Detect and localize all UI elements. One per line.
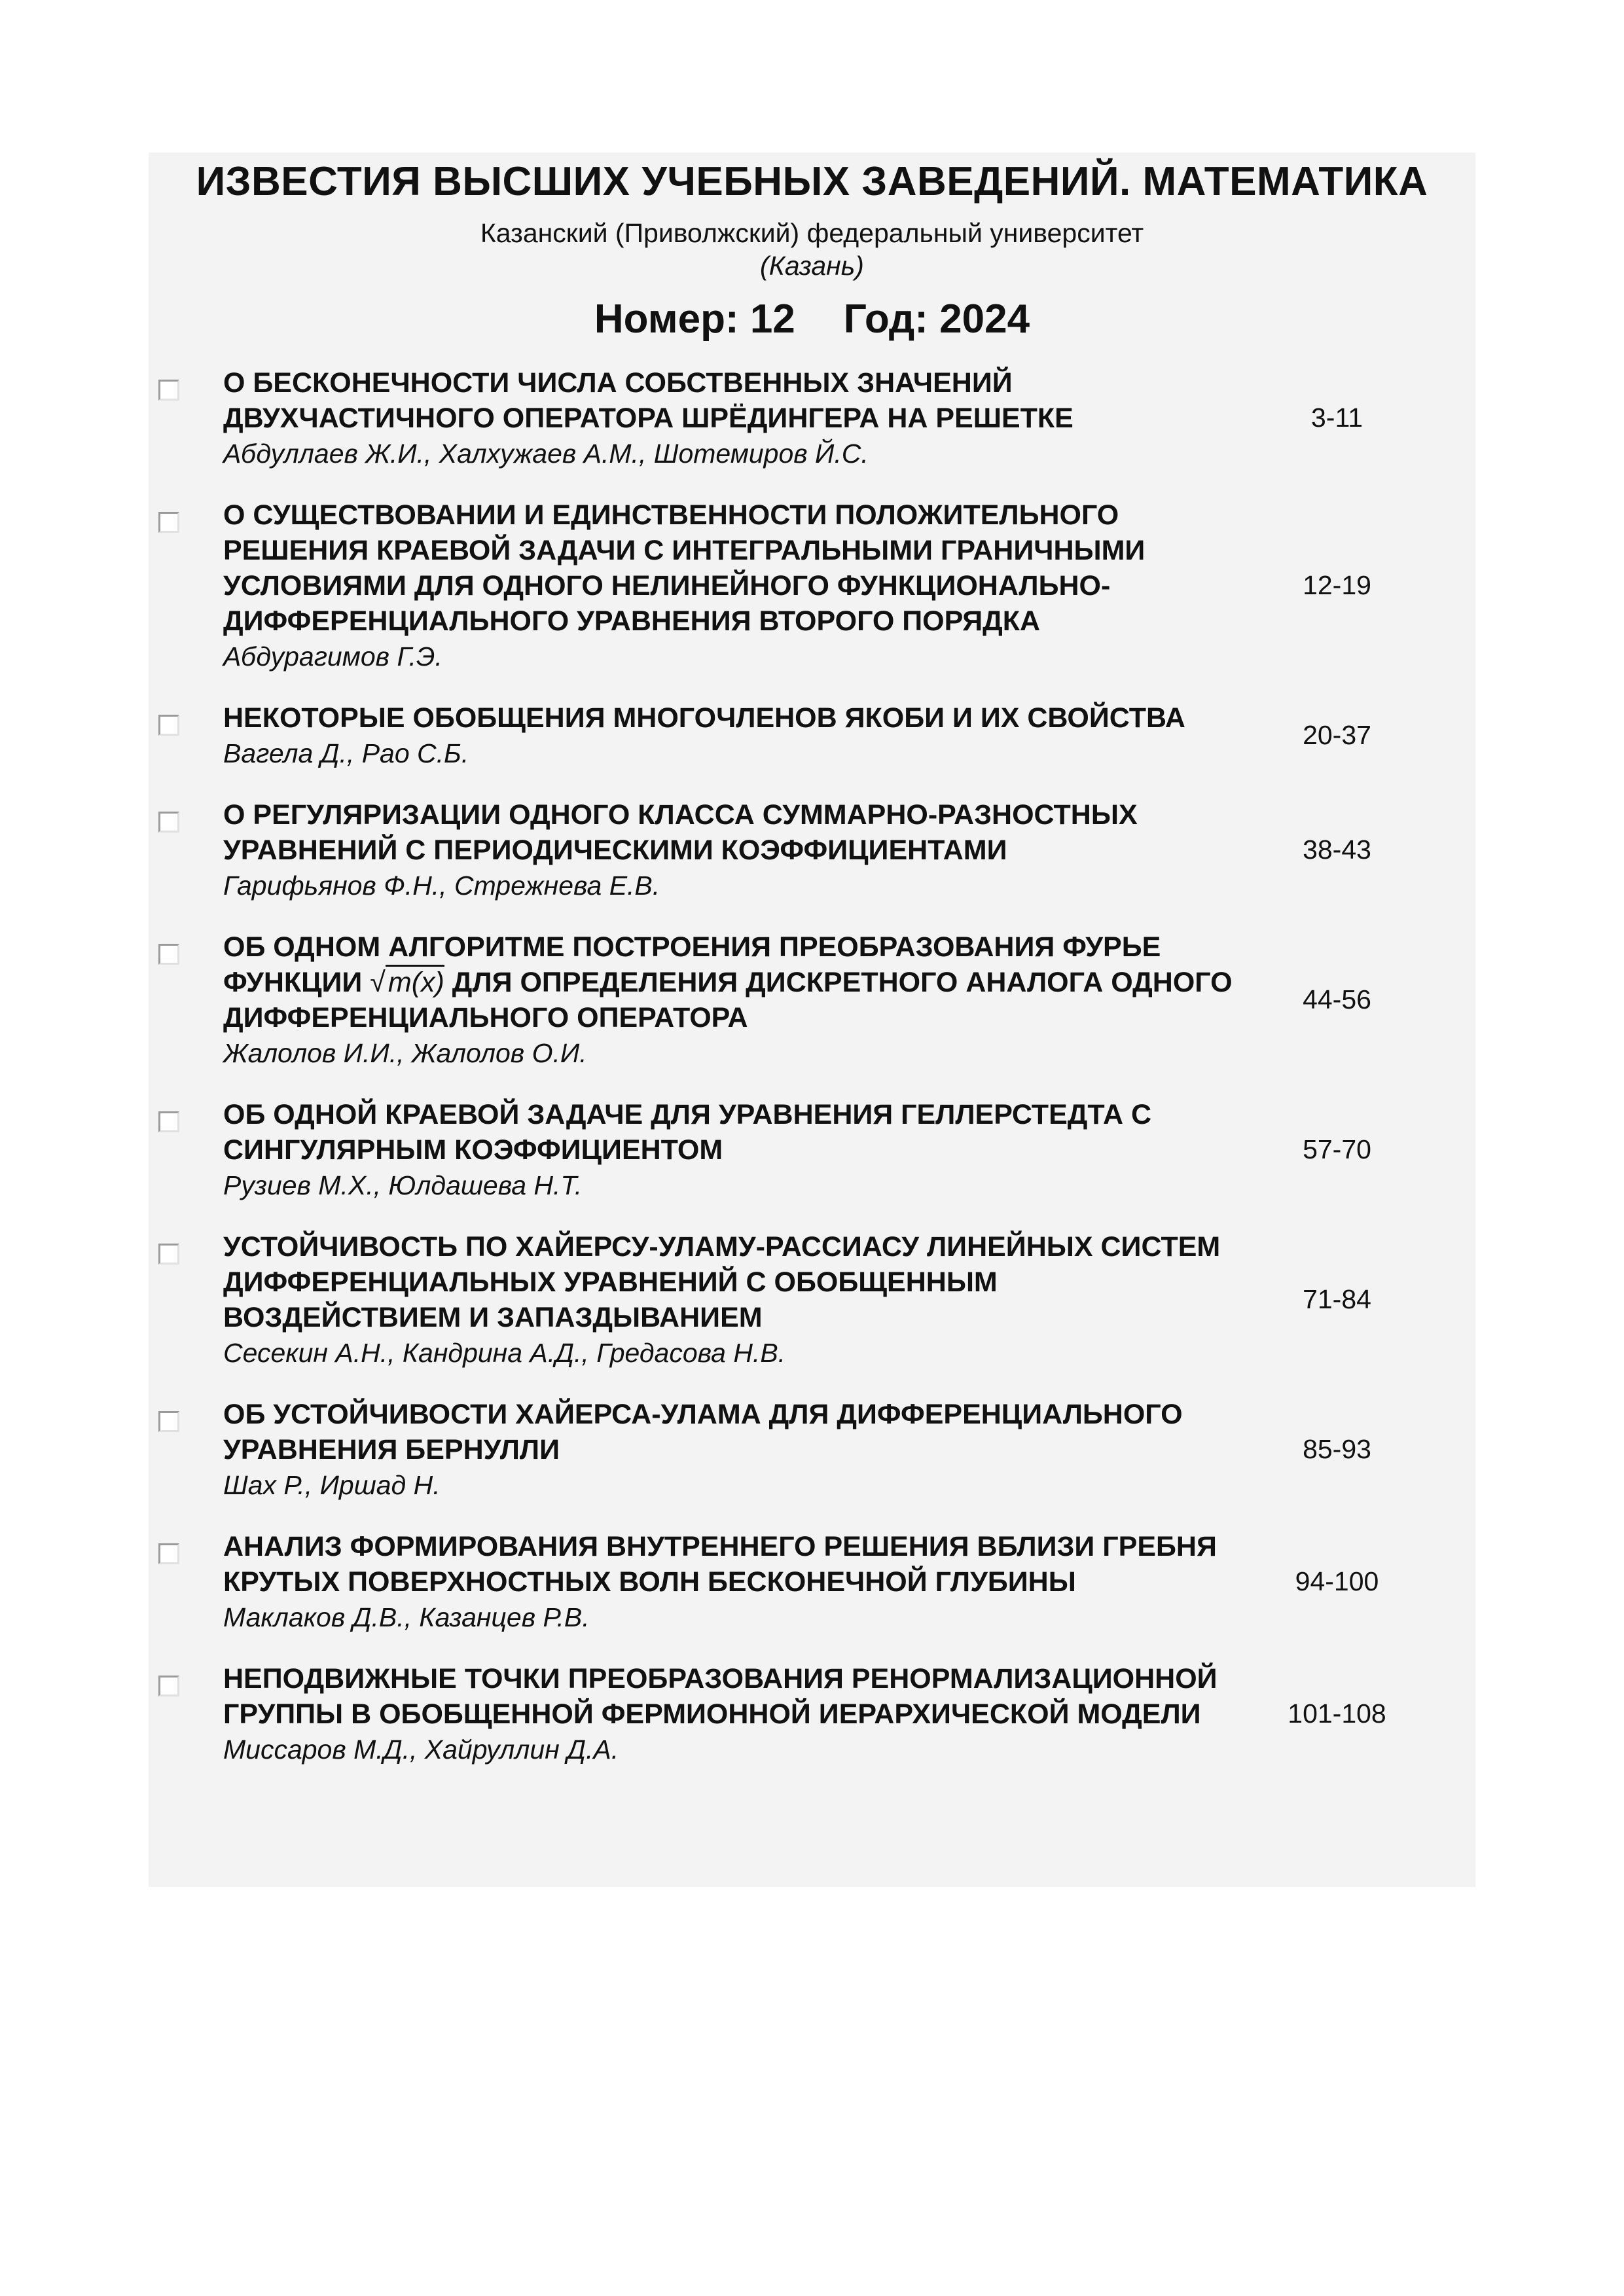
article-pages: 3-11: [1310, 403, 1363, 433]
article-title-link[interactable]: О СУЩЕСТВОВАНИИ И ЕДИНСТВЕННОСТИ ПОЛОЖИТЕЛЬНОГО РЕШЕНИЯ КРАЕВОЙ ЗАДАЧИ С ИНТЕГРАЛЬНЫМИ ГРАНИЧНЫМИ УСЛОВИЯМИ ДЛЯ ОДНОГО НЕЛИНЕЙНОГО ФУНКЦИОНАЛЬНО-ДИФФЕРЕНЦИАЛЬНОГО УРАВНЕНИЯ ВТОРОГО ПОРЯДКА: [223, 499, 1146, 637]
sqrt-argument: m(x): [386, 965, 444, 998]
article-title-link[interactable]: УСТОЙЧИВОСТЬ ПО ХАЙЕРСУ-УЛАМУ-РАССИАСУ ЛИНЕЙНЫХ СИСТЕМ ДИФФЕРЕНЦИАЛЬНЫХ УРАВНЕНИЙ С ОБОБЩЕННЫМ ВОЗДЕЙСТВИЕМ И ЗАПАЗДЫВАНИЕМ: [223, 1230, 1221, 1333]
select-checkbox[interactable]: [158, 1543, 179, 1564]
article-title-link[interactable]: [223, 929, 1238, 1035]
city-name: (Казань): [760, 251, 864, 281]
article-pages: 57-70: [1303, 1134, 1371, 1165]
article-authors: Абдуллаев Ж.И., Халхужаев А.М., Шотемиров Й.С.: [223, 438, 869, 469]
article-entry: [149, 1229, 1475, 1371]
article-pages: 12-19: [1303, 570, 1371, 601]
article-entry: [149, 1661, 1475, 1767]
article-entry: [149, 1097, 1475, 1203]
article-authors: Абдурагимов Г.Э.: [223, 641, 442, 672]
select-checkbox[interactable]: [158, 1676, 179, 1696]
select-checkbox[interactable]: [158, 812, 179, 833]
article-pages: 38-43: [1303, 834, 1371, 865]
article-authors: Гарифьянов Ф.Н., Стрежнева Е.В.: [223, 870, 660, 901]
article-title-link[interactable]: НЕПОДВИЖНЫЕ ТОЧКИ ПРЕОБРАЗОВАНИЯ РЕНОРМАЛИЗАЦИОННОЙ ГРУППЫ В ОБОБЩЕННОЙ ФЕРМИОННОЙ ИЕРАРХИЧЕСКОЙ МОДЕЛИ: [223, 1662, 1218, 1730]
select-checkbox[interactable]: [158, 512, 179, 533]
select-checkbox[interactable]: [158, 715, 179, 736]
issue-year: Год: 2024: [843, 296, 1030, 342]
sqrt-formula: [370, 965, 444, 998]
article-entry: [149, 700, 1475, 771]
select-checkbox[interactable]: [158, 1411, 179, 1432]
article-authors: Маклаков Д.В., Казанцев Р.В.: [223, 1602, 590, 1632]
article-entry: [149, 497, 1475, 674]
select-checkbox[interactable]: [158, 380, 179, 401]
article-pages: 44-56: [1303, 984, 1371, 1015]
article-entry: [149, 797, 1475, 903]
table-of-contents: [149, 365, 1475, 1767]
article-pages: 101-108: [1288, 1698, 1386, 1729]
article-authors: Жалолов И.И., Жалолов О.И.: [223, 1037, 587, 1068]
article-pages: 20-37: [1303, 720, 1371, 751]
article-entry: [149, 1397, 1475, 1503]
article-authors: Вагела Д., Рао С.Б.: [223, 738, 469, 768]
article-pages: 71-84: [1303, 1284, 1371, 1315]
article-pages: 94-100: [1295, 1566, 1379, 1597]
article-title-link[interactable]: НЕКОТОРЫЕ ОБОБЩЕНИЯ МНОГОЧЛЕНОВ ЯКОБИ И ИХ СВОЙСТВА: [223, 702, 1185, 734]
journal-title: ИЗВЕСТИЯ ВЫСШИХ УЧЕБНЫХ ЗАВЕДЕНИЙ. МАТЕМАТИКА: [196, 159, 1428, 204]
article-title-link[interactable]: О РЕГУЛЯРИЗАЦИИ ОДНОГО КЛАССА СУММАРНО-РАЗНОСТНЫХ УРАВНЕНИЙ С ПЕРИОДИЧЕСКИМИ КОЭФФИЦИЕНТАМИ: [223, 798, 1138, 866]
article-authors: Сесекин А.Н., Кандрина А.Д., Гредасова Н.В.: [223, 1337, 786, 1368]
select-checkbox[interactable]: [158, 1111, 179, 1132]
article-authors: Шах Р., Иршад Н.: [223, 1469, 441, 1500]
university-name: Казанский (Приволжский) федеральный университет: [480, 218, 1144, 248]
article-authors: Миссаров М.Д., Хайруллин Д.А.: [223, 1734, 619, 1765]
article-authors: Рузиев М.Х., Юлдашева Н.Т.: [223, 1170, 583, 1200]
select-checkbox[interactable]: [158, 944, 179, 965]
title-after-formula: ДЛЯ ОПРЕДЕЛЕНИЯ ДИСКРЕТНОГО АНАЛОГА ОДНОГО ДИФФЕРЕНЦИАЛЬНОГО ОПЕРАТОРА: [223, 966, 1233, 1033]
article-title-link[interactable]: О БЕСКОНЕЧНОСТИ ЧИСЛА СОБСТВЕННЫХ ЗНАЧЕНИЙ ДВУХЧАСТИЧНОГО ОПЕРАТОРА ШРЁДИНГЕРА НА РЕШЕТКЕ: [223, 367, 1074, 434]
article-title-link[interactable]: ОБ ОДНОЙ КРАЕВОЙ ЗАДАЧЕ ДЛЯ УРАВНЕНИЯ ГЕЛЛЕРСТЕДТА С СИНГУЛЯРНЫМ КОЭФФИЦИЕНТОМ: [223, 1098, 1151, 1166]
article-entry: [149, 365, 1475, 471]
article-title-link[interactable]: ОБ УСТОЙЧИВОСТИ ХАЙЕРСА-УЛАМА ДЛЯ ДИФФЕРЕНЦИАЛЬНОГО УРАВНЕНИЯ БЕРНУЛЛИ: [223, 1398, 1183, 1465]
masthead: [149, 152, 1475, 344]
title-before-formula: ОБ ОДНОМ АЛГОРИТМЕ ПОСТРОЕНИЯ ПРЕОБРАЗОВАНИЯ ФУРЬЕ ФУНКЦИИ: [223, 931, 1161, 998]
contents-sheet: [149, 152, 1475, 1887]
article-entry: [149, 1529, 1475, 1635]
article-title-link[interactable]: АНАЛИЗ ФОРМИРОВАНИЯ ВНУТРЕННЕГО РЕШЕНИЯ ВБЛИЗИ ГРЕБНЯ КРУТЫХ ПОВЕРХНОСТНЫХ ВОЛН БЕСКОНЕЧНОЙ ГЛУБИНЫ: [223, 1530, 1217, 1598]
article-entry: [149, 929, 1475, 1071]
issue-number: Номер: 12: [594, 296, 795, 342]
article-pages: 85-93: [1303, 1434, 1371, 1465]
select-checkbox[interactable]: [158, 1244, 179, 1265]
issue-line: [149, 295, 1475, 344]
sqrt-sign-icon: √: [370, 966, 386, 998]
